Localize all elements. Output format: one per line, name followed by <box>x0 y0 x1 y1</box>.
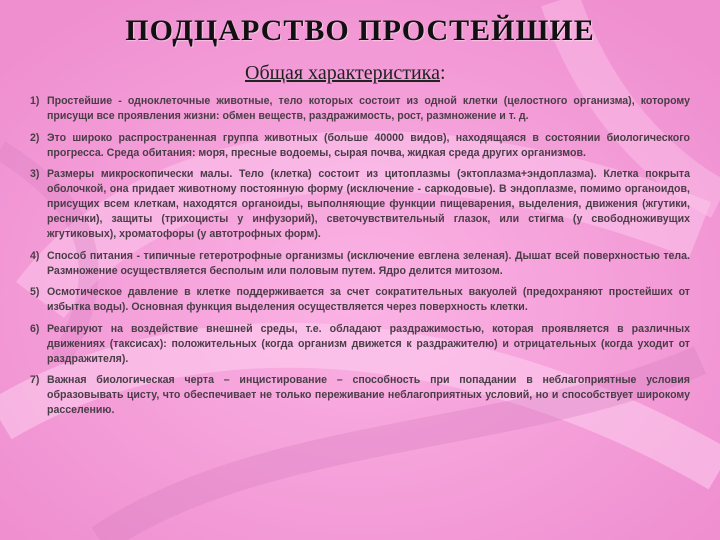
item-text: Способ питания - типичные гетеротрофные организмы (исключение евглена зеленая). Дышат всей поверхностью тела. Размножение осуществляется бесполым или половым путем. Ядро делится митозом. <box>47 249 690 277</box>
item-text: Осмотическое давление в клетке поддерживается за счет сократительных вакуолей (предохраняют простейших от избытка воды). Основная функция выделения осуществляется через поверхность клетки. <box>47 286 690 313</box>
item-number: 4) <box>30 249 40 262</box>
item-number: 2) <box>30 131 40 144</box>
list-item <box>30 373 690 418</box>
subtitle-colon: : <box>439 62 446 84</box>
item-text: Размеры микроскопически малы. Тело (клетка) состоит из цитоплазмы (эктоплазма+эндоплазма). Клетка покрыта оболочкой, она придает животному постоянную форму (исключение - саркодовые). В эндоплазме, помимо органоидов, присущих всем клеткам, находятся органоиды, выполняющие функции пищеварения, выделения, движения (жгутики, реснички), защиты (трихоцисты у инфузорий), светочувствительный глазок, или стигма (у свободноживущих жгутиковых), хроматофоры (у автотрофных форм). <box>47 168 690 240</box>
item-number: 7) <box>30 374 40 386</box>
slide-subtitle <box>245 62 505 85</box>
slide-title: ПОДЦАРСТВО ПРОСТЕЙШИЕ <box>125 14 595 47</box>
item-text: Важная биологическая черта – инцистирование – способность при попадании в неблагоприятные условия образовывать цисту, что обеспечивает не только переживание неблагоприятных условий, но и способствует широкому расселению. <box>47 374 690 416</box>
list-item <box>30 249 690 279</box>
list-item <box>30 131 690 161</box>
item-number: 5) <box>30 286 40 298</box>
item-number: 3) <box>30 168 40 180</box>
list-item <box>30 167 690 242</box>
item-number: 1) <box>30 95 40 107</box>
subtitle-text: Общая характеристика <box>245 62 440 84</box>
item-text: Это широко распространенная группа животных (больше 40000 видов), находящаяся в состоянии биологического прогресса. Среда обитания: моря, пресные водоемы, сырая почва, жидкая среда других организмов. <box>47 131 690 159</box>
list-item <box>30 322 690 367</box>
item-text: Простейшие - одноклеточные животные, тело которых состоит из одной клетки (целостного организма), которому присущи все проявления жизни: обмен веществ, раздражимость, рост, размножение и т. д. <box>47 95 690 122</box>
characteristics-list <box>30 94 690 425</box>
item-text: Реагируют на воздействие внешней среды, т.е. обладают раздражимостью, которая проявляется в различных движениях (таксисах): положительных (когда организм движется к раздражителю) и отрицательных (когда уходит от раздражителя). <box>47 322 690 365</box>
item-number: 6) <box>30 322 40 335</box>
list-item <box>30 285 690 315</box>
list-item <box>30 94 690 124</box>
